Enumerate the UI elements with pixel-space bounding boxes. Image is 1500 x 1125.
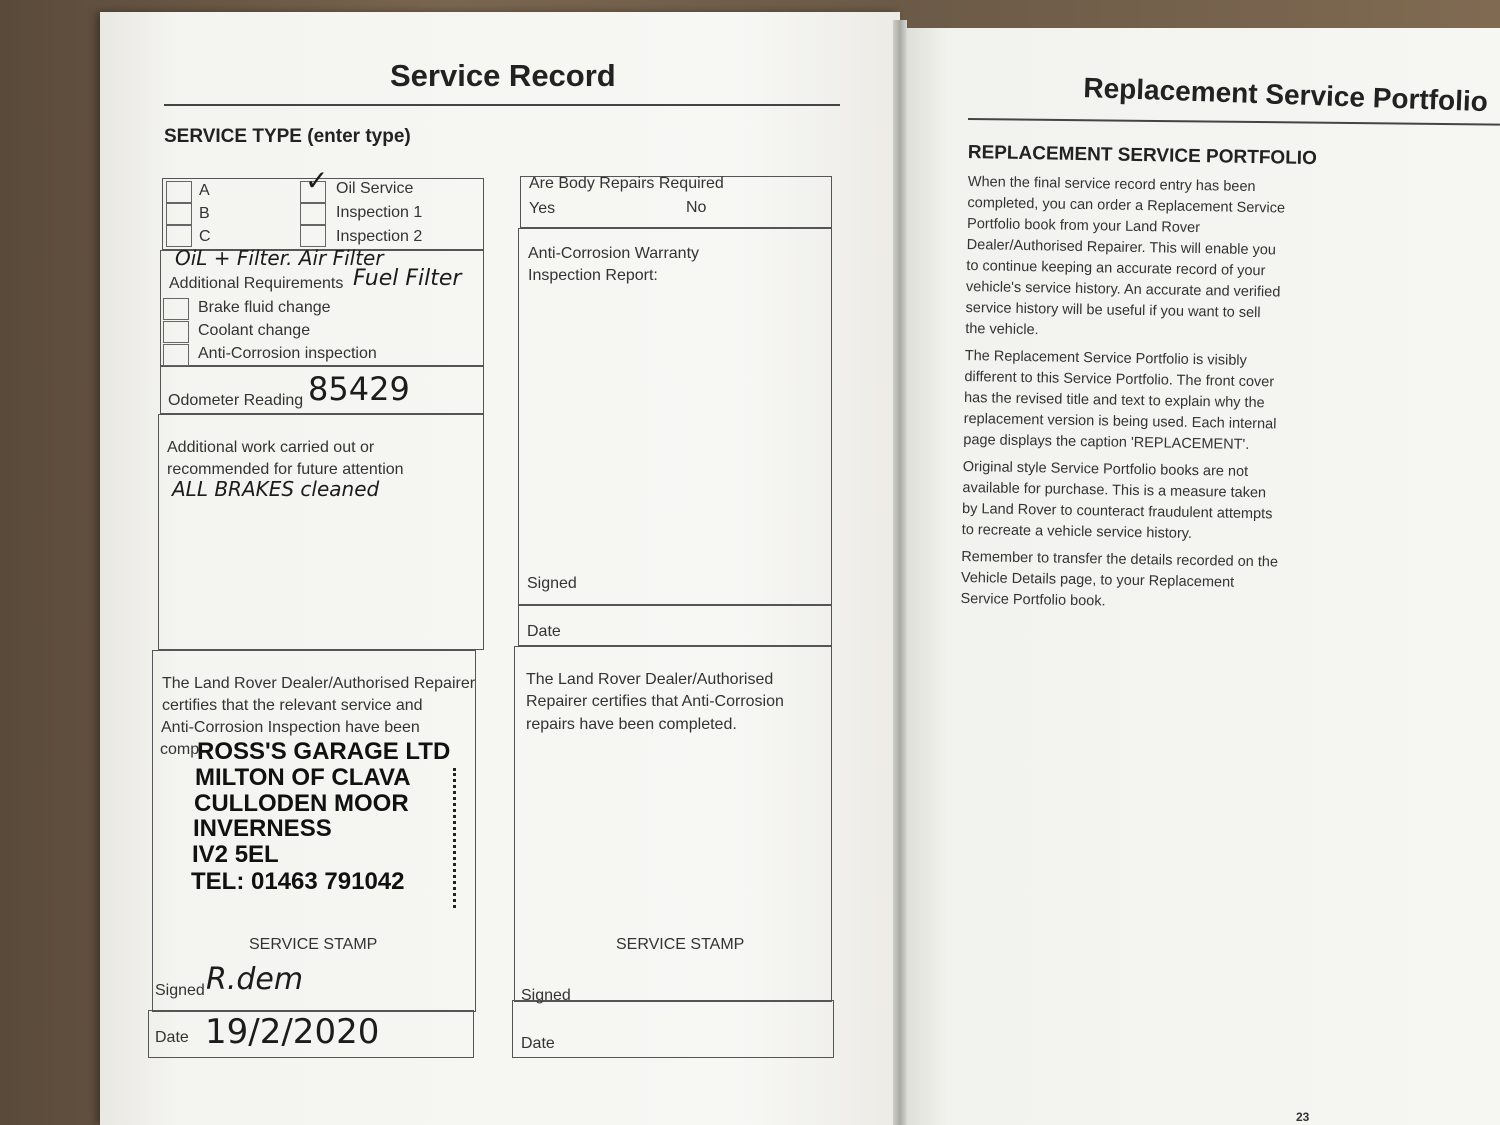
requirement-brake-fluid: Brake fluid change (198, 299, 331, 316)
date-box-middle (512, 1000, 834, 1058)
corrosion-cert-line-1: The Land Rover Dealer/Authorised (526, 671, 774, 688)
stamp-line-2: MILTON OF CLAVA (195, 764, 411, 791)
book-spine (893, 20, 907, 1125)
handwritten-oil-filter-air-filter: OiL + Filter. Air Filter (175, 246, 384, 270)
service-stamp-label-left: SERVICE STAMP (249, 936, 378, 953)
portfolio-paragraph-1: When the final service record entry has been completed, you can order a Replacement Service Portfolio book from your Land Rover Dealer/Authorised Repairer. This will enable you to continue keeping an accurate record of your vehicle's service history. An accurate and verified service history will be useful if you want to sell the vehicle. (965, 173, 1286, 339)
stamp-line-6: TEL: 01463 791042 (191, 868, 405, 895)
dealer-cert-line-3: Anti-Corrosion Inspection have been (161, 719, 420, 736)
checkbox-anti-corrosion[interactable] (163, 344, 189, 366)
warranty-date-label: Date (527, 623, 561, 640)
stamp-line-3: CULLODEN MOOR (194, 790, 409, 817)
warranty-label-2: Inspection Report: (528, 267, 658, 284)
additional-work-label-2: recommended for future attention (167, 461, 404, 478)
checkbox-coolant[interactable] (163, 321, 189, 343)
additional-work-value: ALL BRAKES cleaned (172, 477, 380, 501)
warranty-label-1: Anti-Corrosion Warranty (528, 245, 700, 262)
portfolio-heading: REPLACEMENT SERVICE PORTFOLIO (967, 142, 1318, 170)
odometer-value: 85429 (308, 370, 410, 408)
service-date-value: 19/2/2020 (205, 1012, 380, 1052)
body-repairs-no[interactable]: No (686, 199, 707, 216)
corrosion-cert-line-3: repairs have been completed. (526, 716, 737, 733)
stamp-line-5: IV2 5EL (192, 841, 279, 868)
checkbox-inspection-1[interactable] (300, 203, 326, 225)
warranty-date-divider (519, 604, 832, 606)
service-type-b: B (199, 205, 210, 222)
portfolio-paragraph-3: Original style Service Portfolio books are not available for purchase. This is a measure taken by Land Rover to counteract fraudulent attempts to recreate a vehicle service history. (961, 458, 1273, 542)
option-inspection-1: Inspection 1 (336, 204, 423, 221)
option-oil-service: Oil Service (336, 180, 414, 197)
date-label-left: Date (155, 1029, 189, 1046)
checkbox-a[interactable] (166, 181, 192, 203)
portfolio-page-title: Replacement Service Portfolio (1082, 72, 1489, 118)
corrosion-cert-line-2: Repairer certifies that Anti-Corrosion (526, 693, 784, 710)
title-divider (164, 104, 840, 106)
page-title: Service Record (390, 58, 616, 93)
portfolio-paragraph-2: The Replacement Service Portfolio is visibly different to this Service Portfolio. The front cover has the revised title and text to explain why the replacement version is being used. Each internal page displays the caption 'REPLACEMENT'. (963, 347, 1277, 453)
stamp-line-1: ROSS'S GARAGE LTD (197, 738, 451, 765)
page-number: 23 (1296, 1110, 1310, 1124)
checkbox-c[interactable] (166, 225, 192, 247)
dealer-signature: R.dem (206, 962, 304, 997)
warranty-signed-label: Signed (527, 575, 577, 592)
service-type-a: A (199, 182, 210, 199)
stamp-line-4: INVERNESS (193, 815, 332, 842)
checkbox-b[interactable] (166, 203, 192, 225)
oil-service-tick: ✓ (305, 164, 329, 197)
signed-label-middle: Signed (521, 987, 571, 1004)
dealer-cert-line-4: comp (160, 741, 200, 758)
service-type-label: SERVICE TYPE (enter type) (164, 126, 411, 147)
service-type-c: C (199, 228, 211, 245)
body-repairs-label: Are Body Repairs Required (529, 175, 724, 192)
portfolio-body (960, 172, 1286, 621)
requirement-coolant: Coolant change (198, 322, 311, 339)
portfolio-paragraph-4: Remember to transfer the details recorded on the Vehicle Details page, to your Replacement Service Portfolio book. (960, 548, 1279, 610)
additional-work-label-1: Additional work carried out or (167, 439, 375, 456)
handwritten-fuel-filter: Fuel Filter (353, 266, 462, 291)
dealer-cert-line-2: certifies that the relevant service and (162, 697, 423, 714)
additional-requirements-label: Additional Requirements (169, 275, 344, 292)
checkbox-inspection-2[interactable] (300, 225, 326, 247)
service-stamp-label-middle: SERVICE STAMP (616, 936, 745, 953)
stamp-edge-mark (447, 768, 456, 908)
signed-label-left: Signed (155, 982, 205, 999)
body-repairs-yes[interactable]: Yes (529, 200, 556, 217)
requirement-anti-corrosion: Anti-Corrosion inspection (198, 345, 377, 362)
option-inspection-2: Inspection 2 (336, 228, 423, 245)
checkbox-brake-fluid[interactable] (163, 298, 189, 320)
odometer-label: Odometer Reading (168, 392, 304, 409)
dealer-cert-line-1: The Land Rover Dealer/Authorised Repairer (162, 675, 476, 692)
date-label-middle: Date (521, 1035, 555, 1052)
